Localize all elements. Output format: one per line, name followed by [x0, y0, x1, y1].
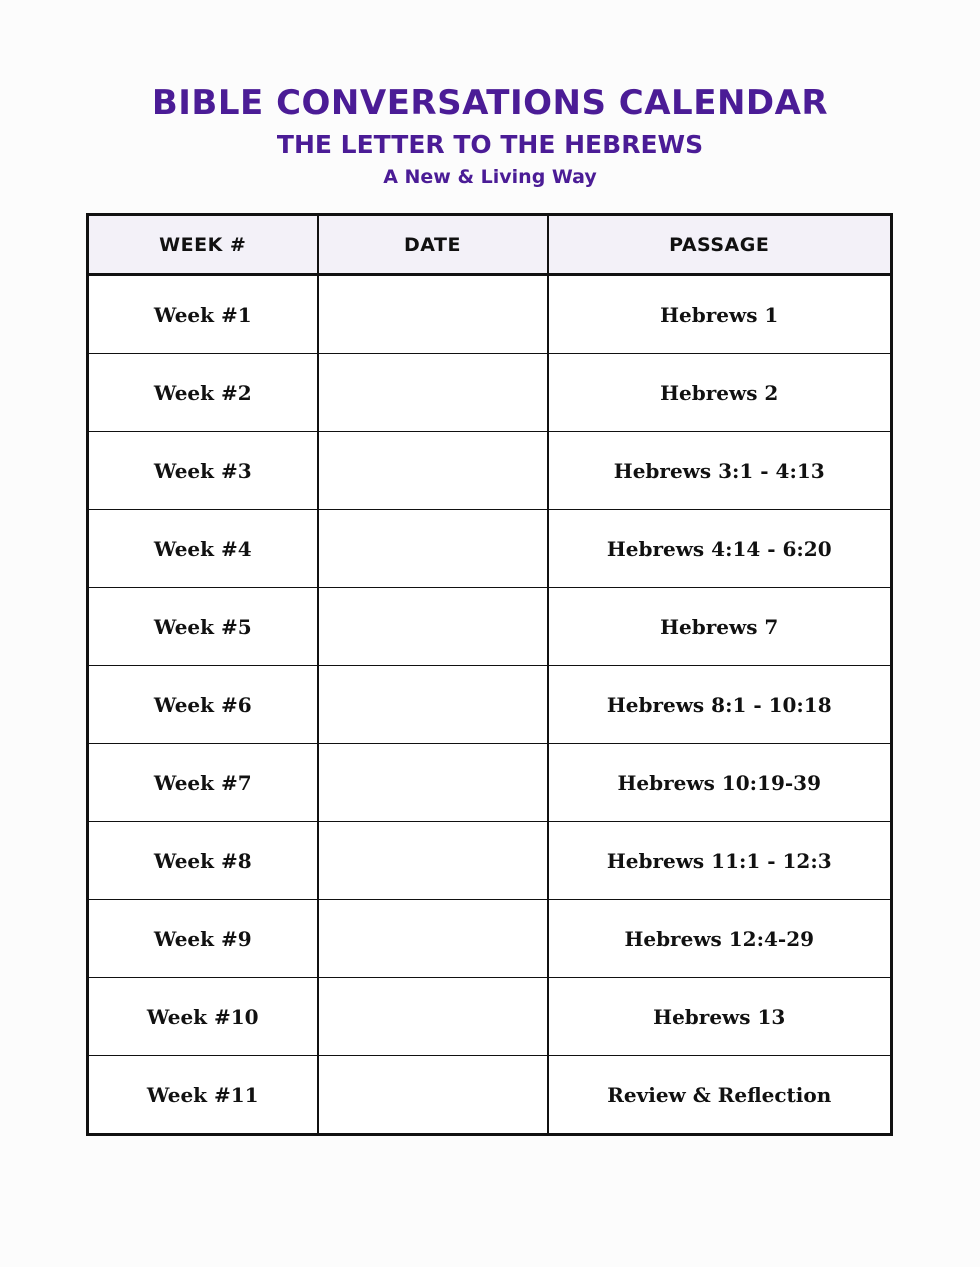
passage-cell: Review & Reflection [607, 1082, 832, 1107]
date-cell[interactable] [318, 275, 548, 354]
date-cell[interactable] [318, 978, 548, 1056]
week-cell: Week #8 [88, 822, 318, 900]
week-cell: Week #7 [88, 744, 318, 822]
table-row [88, 275, 892, 354]
week-cell: Week #4 [88, 510, 318, 588]
table-row [88, 510, 892, 588]
table-row [88, 822, 892, 900]
table-row [88, 978, 892, 1056]
passage-cell: Hebrews 2 [548, 354, 892, 432]
date-cell[interactable] [318, 822, 548, 900]
table-row [88, 744, 892, 822]
page-title: BIBLE CONVERSATIONS CALENDAR [151, 83, 829, 123]
date-cell[interactable] [318, 744, 548, 822]
table-row [88, 432, 892, 510]
date-cell[interactable] [318, 666, 548, 744]
calendar-table [86, 213, 893, 1136]
passage-cell: Hebrews 13 [548, 978, 892, 1056]
date-cell[interactable] [318, 432, 548, 510]
passage-cell: Hebrews 12:4-29 [548, 900, 892, 978]
table-header-row [88, 215, 892, 275]
page-header [0, 82, 980, 190]
table-row [88, 900, 892, 978]
passage-cell: Hebrews 10:19-39 [548, 744, 892, 822]
passage-cell: Hebrews 8:1 - 10:18 [548, 666, 892, 744]
table-row [88, 354, 892, 432]
week-cell: Week #3 [88, 432, 318, 510]
date-cell[interactable] [318, 354, 548, 432]
passage-cell: Hebrews 7 [548, 588, 892, 666]
page-subtitle: THE LETTER TO THE HEBREWS [276, 130, 704, 159]
date-cell[interactable] [318, 588, 548, 666]
week-cell: Week #9 [88, 900, 318, 978]
week-cell: Week #6 [88, 666, 318, 744]
week-cell: Week #5 [88, 588, 318, 666]
week-cell: Week #2 [88, 354, 318, 432]
column-header-passage: PASSAGE [548, 215, 892, 275]
date-cell[interactable] [318, 1056, 548, 1135]
table-row [88, 588, 892, 666]
week-cell: Week #1 [88, 275, 318, 354]
passage-cell: Hebrews 3:1 - 4:13 [548, 432, 892, 510]
column-header-week: WEEK # [88, 215, 318, 275]
table-row [88, 1056, 892, 1135]
passage-cell: Hebrews 1 [548, 275, 892, 354]
date-cell[interactable] [318, 510, 548, 588]
table-row [88, 666, 892, 744]
page-tagline: A New & Living Way [383, 166, 597, 188]
column-header-date: DATE [318, 215, 548, 275]
week-cell: Week #11 [88, 1056, 318, 1135]
date-cell[interactable] [318, 900, 548, 978]
passage-cell: Hebrews 4:14 - 6:20 [548, 510, 892, 588]
passage-cell: Hebrews 11:1 - 12:3 [548, 822, 892, 900]
week-cell: Week #10 [88, 978, 318, 1056]
